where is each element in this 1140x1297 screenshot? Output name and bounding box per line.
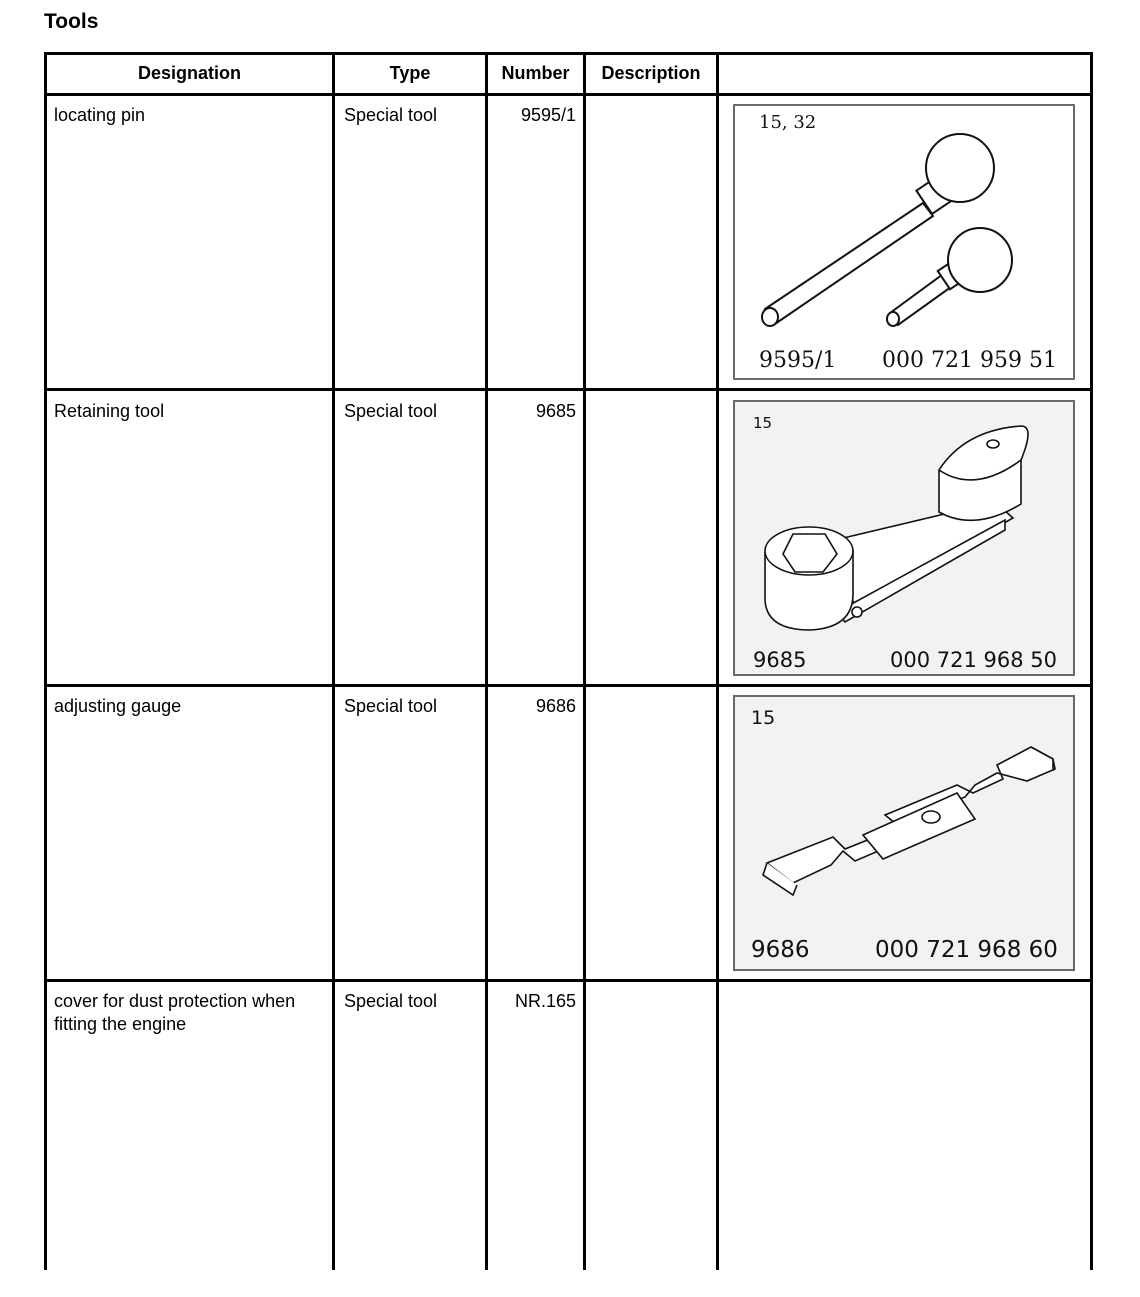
row-3-designation: adjusting gauge [54,696,182,716]
row-divider [44,979,1093,982]
figure-3-tool-number: 9686 [751,937,810,963]
retaining-tool-drawing-icon [735,402,1073,674]
row-2-designation: Retaining tool [54,401,165,421]
row-1-designation: locating pin [54,105,146,125]
column-divider [332,52,335,1270]
figure-2-ref: 15 [753,414,773,432]
figure-1-tool-number: 9595/1 [759,348,837,373]
row-4-type: Special tool [344,991,438,1011]
figure-1-part-number: 000 721 959 51 [882,348,1057,373]
column-divider [485,52,488,1270]
tools-table [44,52,1093,1270]
header-figure [719,52,1090,94]
row-1-type: Special tool [344,105,438,125]
page-title: Tools [44,10,99,33]
header-type: Type [389,63,431,83]
header-number: Number [501,63,570,83]
retaining-tool-figure [733,400,1075,676]
row-3-number: 9686 [535,696,576,716]
column-divider [716,52,719,1270]
figure-2-tool-number: 9685 [753,648,807,672]
row-2-number: 9685 [535,401,576,421]
locating-pin-drawing-icon [735,106,1073,378]
row-3-type: Special tool [344,696,438,716]
adjusting-gauge-drawing-icon [735,697,1073,969]
row-divider [44,684,1093,687]
row-4-designation: cover for dust protection when fitting the engine [54,991,296,1034]
figure-2-part-number: 000 721 968 50 [890,648,1057,672]
header-description: Description [601,63,701,83]
figure-3-ref: 15 [751,707,776,729]
figure-3-part-number: 000 721 968 60 [875,937,1058,963]
row-4-number: NR.165 [514,991,576,1011]
locating-pin-figure [733,104,1075,380]
column-divider [583,52,586,1270]
table-border-left [44,52,47,1270]
row-2-type: Special tool [344,401,438,421]
row-1-number: 9595/1 [520,105,576,125]
figure-1-ref: 15, 32 [759,112,817,133]
adjusting-gauge-figure [733,695,1075,971]
table-border-right [1090,52,1093,1270]
row-divider [44,388,1093,391]
header-designation: Designation [137,63,241,83]
